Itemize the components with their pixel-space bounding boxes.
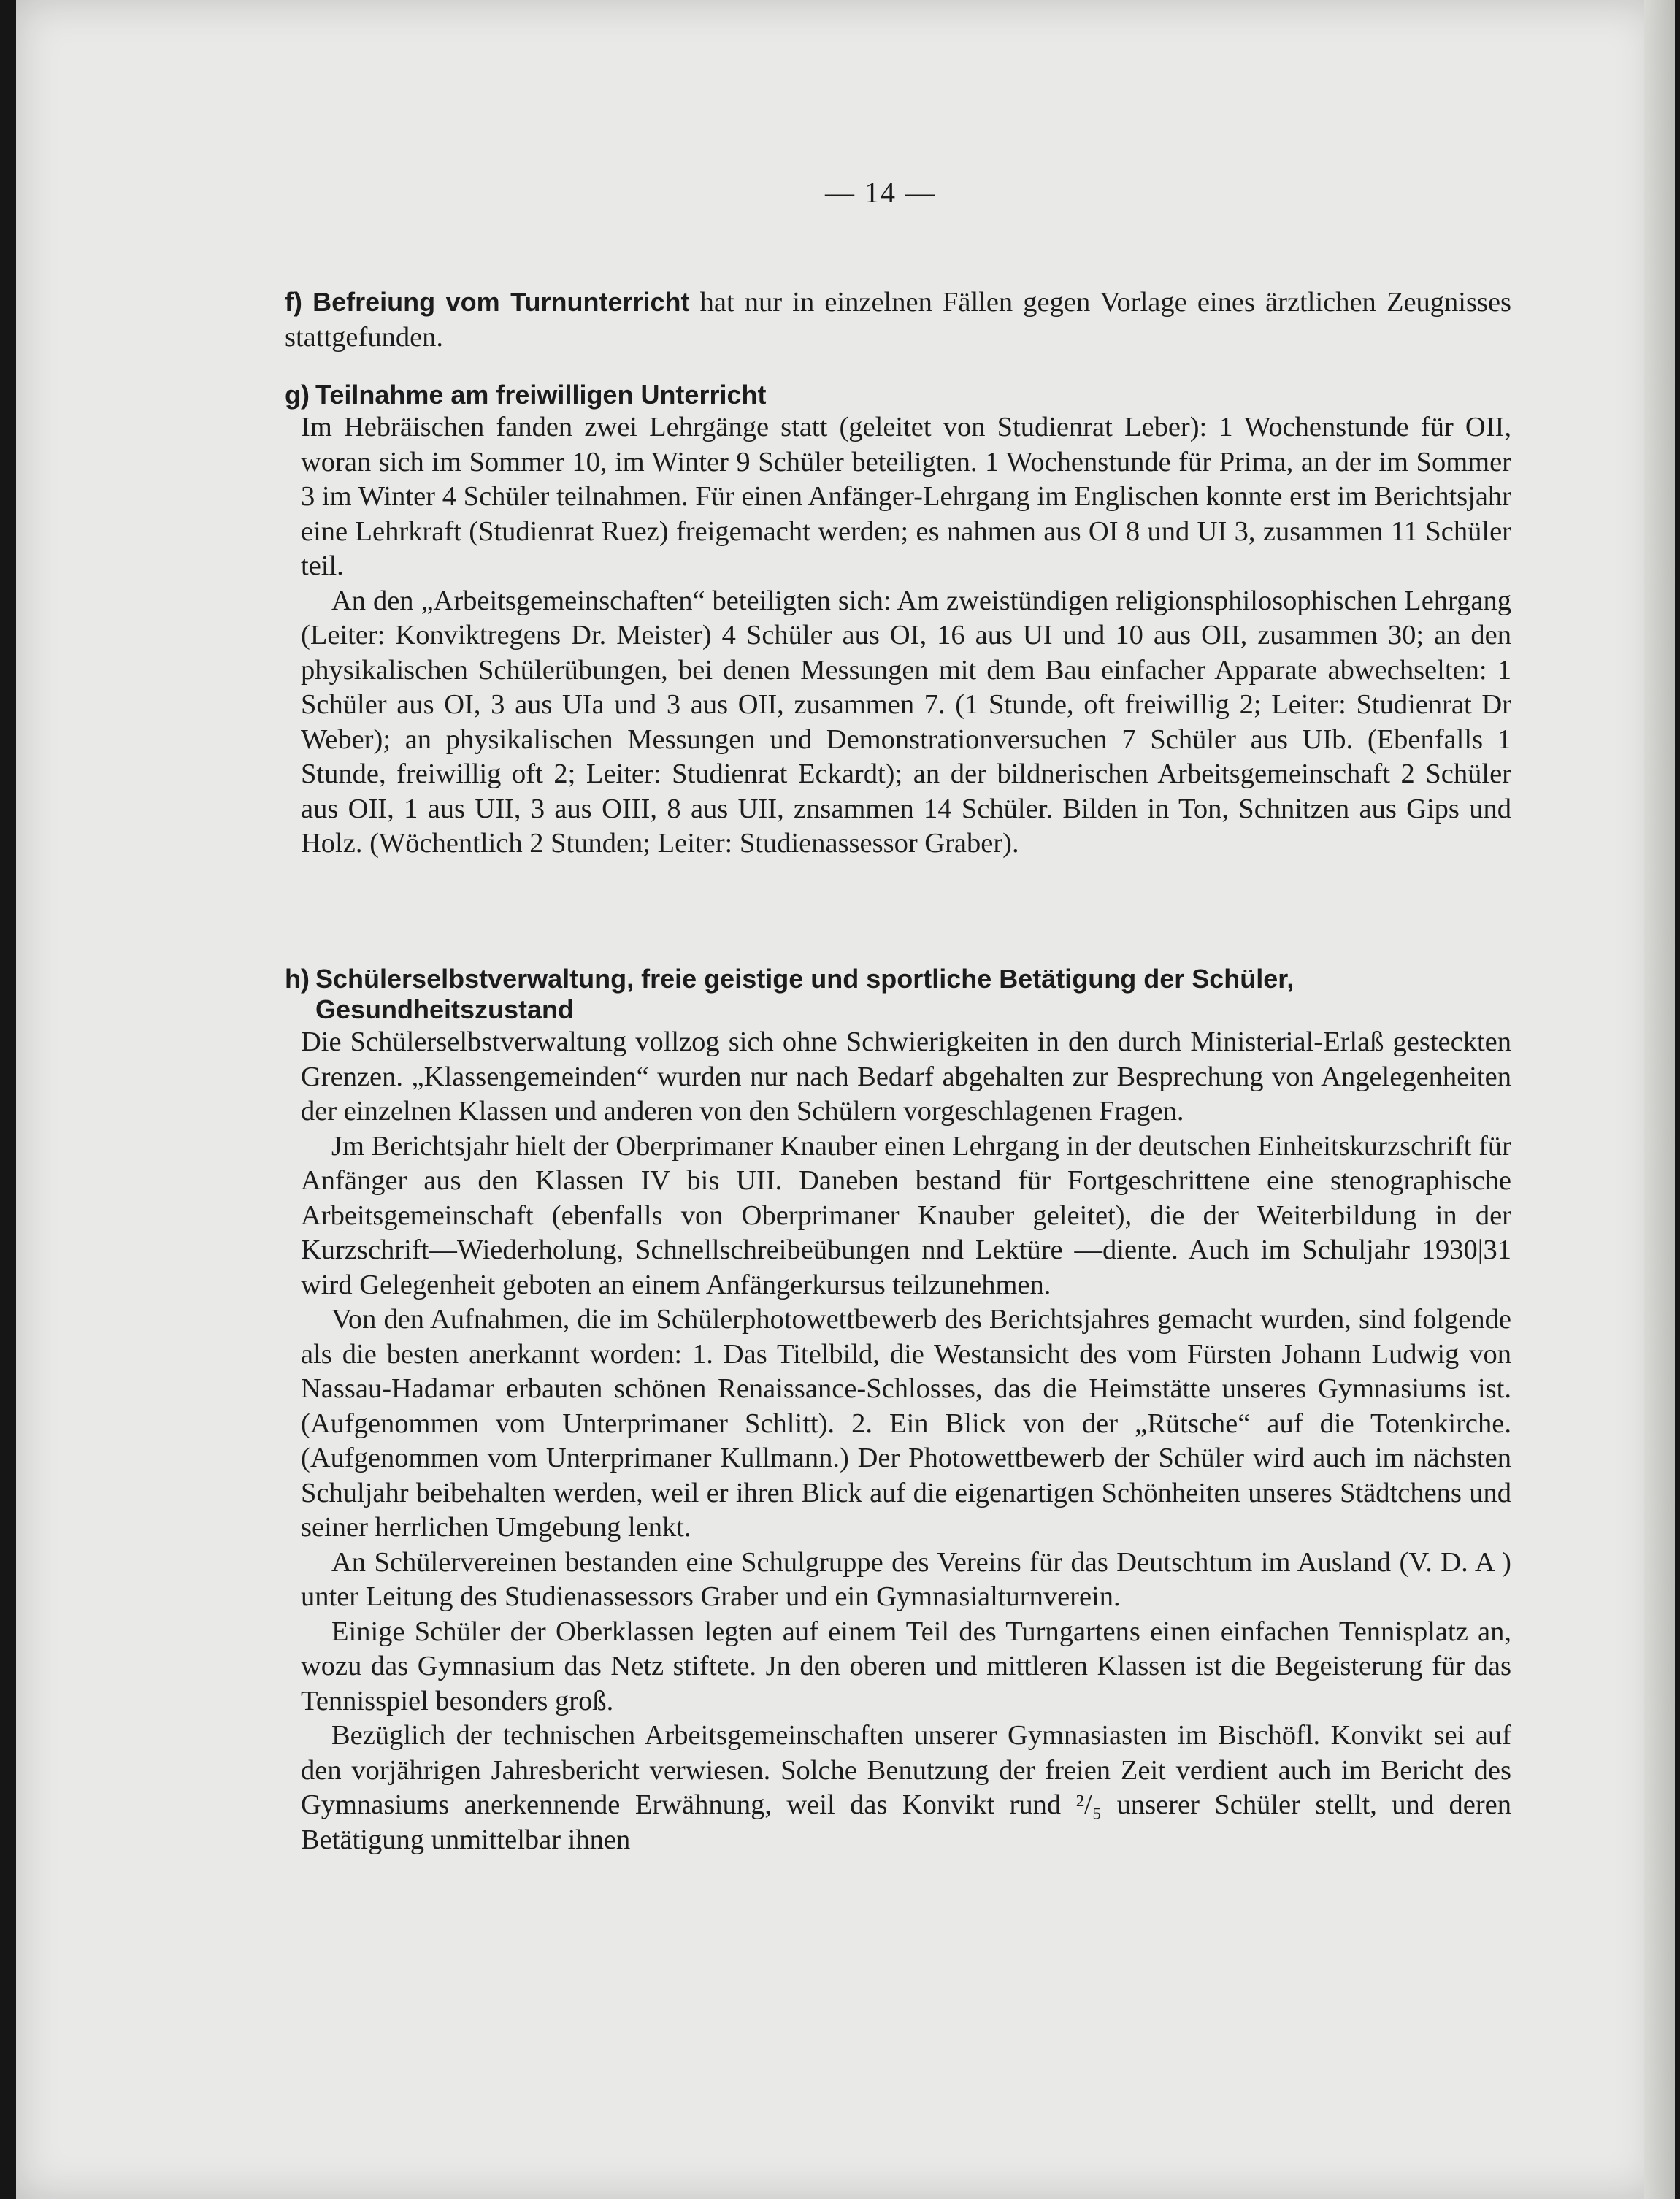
section-g-paragraph-1: Im Hebräischen fanden zwei Lehrgänge statt (geleitet von Studienrat Leber): 1 Wochenstunde für OII, woran sich im Sommer 10, im Winter 9 Schüler beteiligten. 1 Wochenstunde für Prima, an der im Sommer 3 im Winter 4 Schüler teilnahmen. Für einen Anfänger-Lehrgang im Englischen konnte erst im Berichtsjahr eine Lehrkraft (Studienrat Ruez) freigemacht werden; es nahmen aus OI 8 und UI 3, zusammen 11 Schüler teil. bbox=[301, 412, 1511, 581]
section-f bbox=[285, 285, 1511, 355]
page-edge bbox=[1644, 0, 1675, 2199]
section-g bbox=[285, 380, 1511, 861]
section-f-letter: f) bbox=[285, 287, 302, 317]
section-h-paragraph-2: Jm Berichtsjahr hielt der Oberprimaner Knauber einen Lehrgang in der deutschen Einheitskurzschrift für Anfänger aus den Klassen IV bis UII. Daneben bestand für Fortgeschrittene eine stenographische Arbeitsgemeinschaft (ebenfalls von Oberprimaner Knauber geleitet), die der Weiterbildung in der Kurzschrift—Wiederholung, Schnellschreibeübungen nnd Lektüre —diente. Auch im Schuljahr 1930|31 wird Gelegenheit geboten an einem Anfängerkursus teilzunehmen. bbox=[301, 1130, 1511, 1300]
section-h-heading-line1 bbox=[285, 964, 1511, 994]
section-g-heading: Teilnahme am freiwilligen Unterricht bbox=[315, 380, 767, 410]
section-h-heading: Schülerselbstverwaltung, freie geistige und sportliche Betätigung der Schüler, bbox=[315, 964, 1294, 994]
section-f-heading: Befreiung vom Turnunterricht bbox=[312, 287, 690, 317]
section-h-paragraph-3: Von den Aufnahmen, die im Schülerphotowettbewerb des Berichtsjahres gemacht wurden, sind folgende als die besten anerkannt worden: 1. Das Titelbild, die Westansicht des vom Fürsten Johann Ludwig von Nassau-Hadamar erbauten schönen Renaissance-Schlosses, das die Heimstätte unseres Gymnasiums ist. (Aufgenommen vom Unterprimaner Schlitt). 2. Ein Blick von der „Rütsche“ auf die Totenkirche. (Aufgenommen vom Unterprimaner Kullmann.) Der Photowettbewerb der Schüler wird auch im nächsten Schuljahr beibehalten werden, weil er ihren Blick auf die eigenartigen Schönheiten unseres Städtchens und seiner herrlichen Umgebung lenkt. bbox=[301, 1304, 1511, 1543]
section-g-paragraph-2: An den „Arbeitsgemeinschaften“ beteiligten sich: Am zweistündigen religionsphilosophischen Lehrgang (Leiter: Konviktregens Dr. Meister) 4 Schüler aus OI, 16 aus UI und 10 aus OII, zusammen 30; an den physikalischen Schülerübungen, bei denen Messungen mit dem Bau einfacher Apparate abwechselten: 1 Schüler aus OI, 3 aus UIa und 3 aus OII, zusammen 7. (1 Stunde, oft freiwillig 2; Leiter: Studienrat Dr Weber); an physikalischen Messungen und Demonstrationversuchen 7 Schüler aus UIb. (Ebenfalls 1 Stunde, freiwillig oft 2; Leiter: Studienrat Eckardt); an der bildnerischen Arbeitsgemeinschaft 2 Schüler aus OII, 1 aus UII, 3 aus OIII, 8 aus UII, znsammen 14 Schüler. Bilden in Ton, Schnitzen aus Gips und Holz. (Wöchentlich 2 Stunden; Leiter: Studienassessor Graber). bbox=[301, 585, 1511, 859]
page-content bbox=[285, 0, 1511, 2117]
section-h-header bbox=[285, 964, 1511, 1025]
section-g-header bbox=[285, 380, 1511, 410]
section-g-letter: g) bbox=[285, 380, 310, 410]
section-h bbox=[285, 964, 1511, 1857]
section-f-text: hat nur in einzelnen Fällen gegen Vorlage eines ärztlichen Zeugnisses stattgefunden. bbox=[285, 287, 1512, 353]
section-g-body bbox=[285, 410, 1511, 861]
section-h-paragraph-4: An Schülervereinen bestanden eine Schulgruppe des Vereins für das Deutschtum im Ausland (V. D. A ) unter Leitung des Studienassessors Graber und ein Gymnasialturnverein. bbox=[301, 1546, 1511, 1612]
page-number: — 14 — bbox=[825, 176, 936, 209]
section-h-paragraph-1: Die Schülerselbstverwaltung vollzog sich ohne Schwierigkeiten in den durch Ministerial-Erlaß gesteckten Grenzen. „Klassengemeinden“ wurden nur nach Bedarf abgehalten zur Besprechung von Angelegenheiten der einzelnen Klassen und anderen von den Schülern vorgeschlagenen Fragen. bbox=[301, 1026, 1511, 1127]
section-h-body bbox=[285, 1025, 1511, 1857]
section-f-paragraph bbox=[285, 285, 1511, 355]
section-h-paragraph-6: Bezüglich der technischen Arbeitsgemeinschaften unserer Gymnasiasten im Bischöfl. Konvikt sei auf den vorjährigen Jahresbericht verwiesen. Solche Benutzung der freien Zeit verdient auch im Bericht des Gymnasiums anerkennende Erwähnung, weil das Konvikt rund ²/₅ unserer Schüler stellt, und deren Betätigung unmittelbar ihnen bbox=[301, 1720, 1511, 1855]
section-h-heading-line2: Gesundheitszustand bbox=[315, 994, 575, 1024]
section-h-letter: h) bbox=[285, 964, 310, 994]
section-h-paragraph-5: Einige Schüler der Oberklassen legten auf einem Teil des Turngartens einen einfachen Tennisplatz an, wozu das Gymnasium das Netz stiftete. Jn den oberen und mittleren Klassen ist die Begeisterung für das Tennisspiel besonders groß. bbox=[301, 1616, 1511, 1716]
